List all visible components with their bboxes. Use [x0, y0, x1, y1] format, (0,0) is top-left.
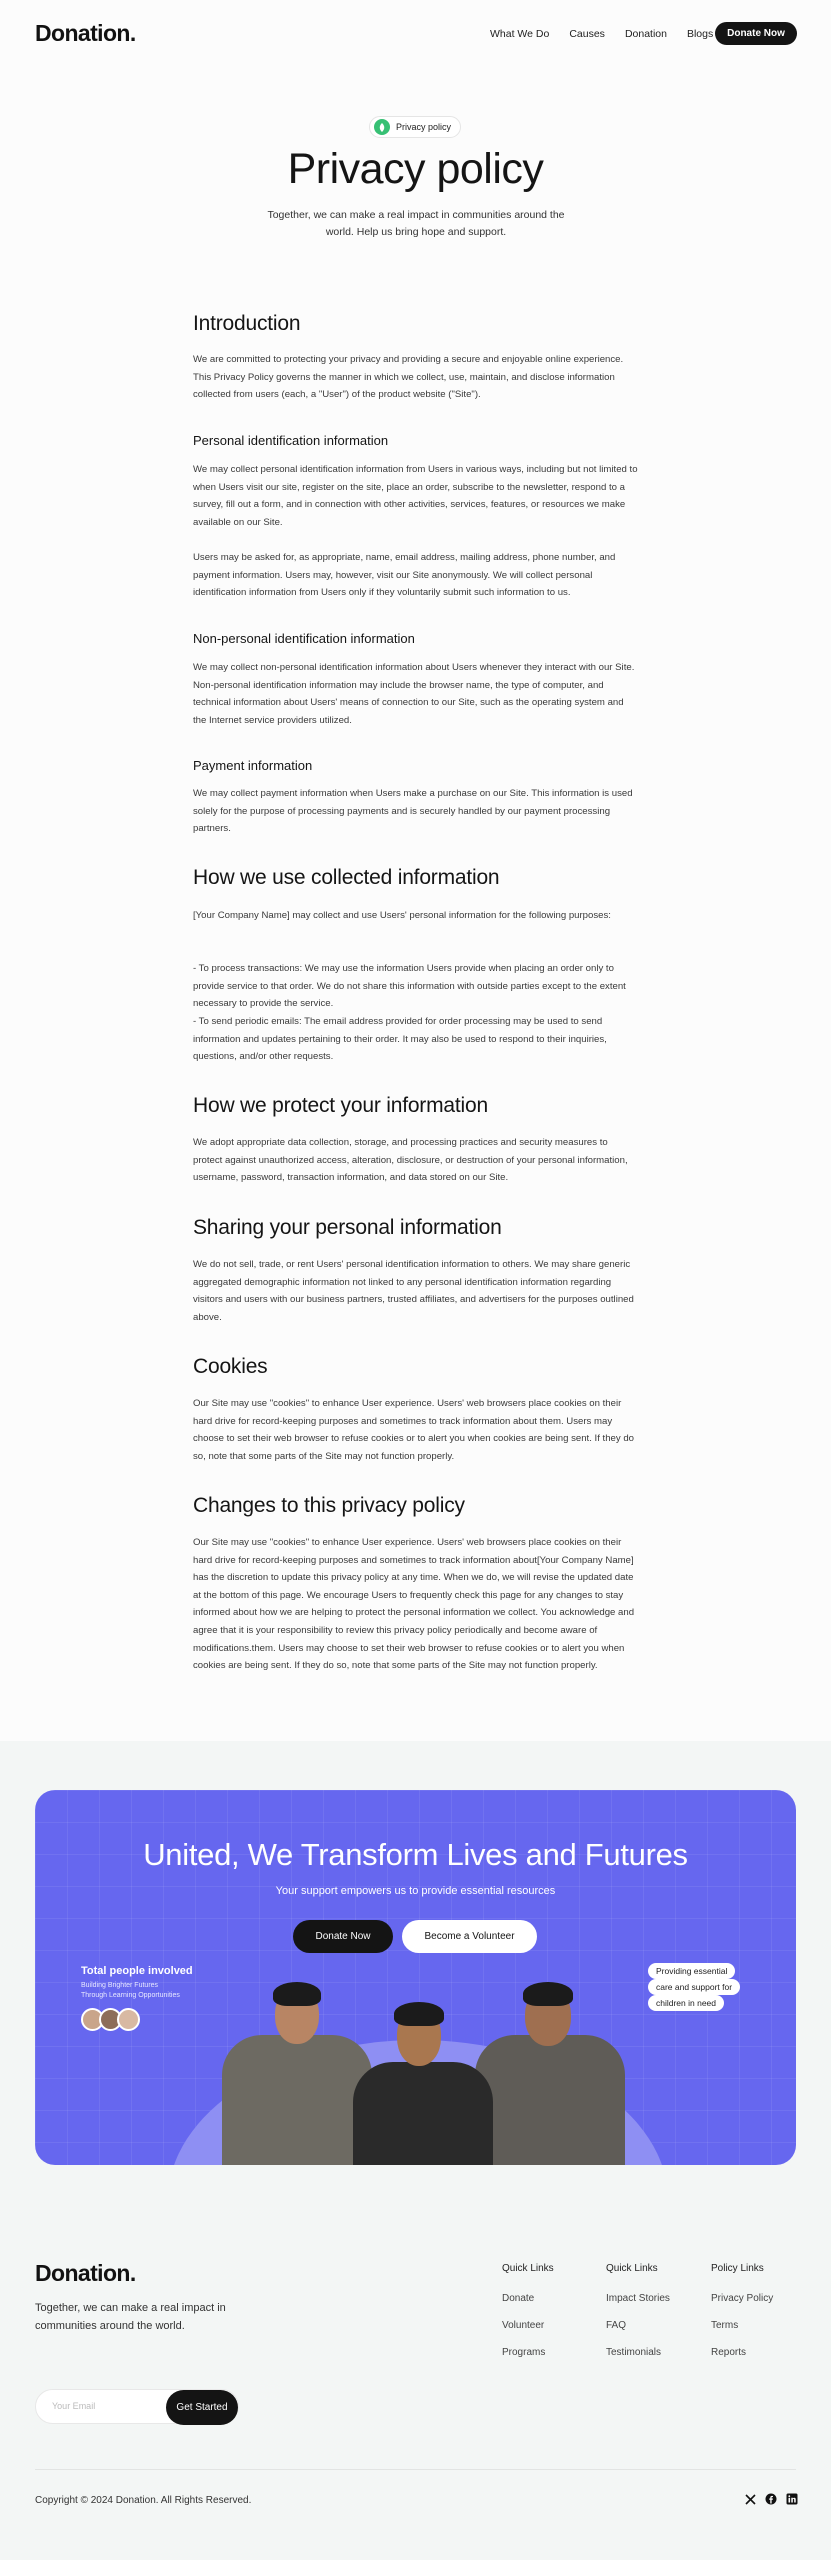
paragraph-cookies: Our Site may use "cookies" to enhance User experience. Users' web browsers place cookies on their hard drive for record-keeping purposes and sometimes to track information about them. Users may choose to set their web browser to refuse cookies or to alert you when cookies are being sent. If they do so, note that some parts of the Site may not function properly.: [193, 1398, 635, 1462]
paragraph-use: [Your Company Name] may collect and use Users' personal information for the following purposes:: [193, 910, 611, 921]
avatar-group: [81, 2008, 135, 2031]
nav-link-what-we-do[interactable]: What We Do: [490, 28, 550, 40]
bullet-periodic-emails: - To send periodic emails: The email address provided for order processing may be used to send information and updates pertaining to their order. It may also be used to respond to their inquiries, questions, and/or other requests.: [193, 1016, 607, 1063]
paragraph-protect: We adopt appropriate data collection, storage, and processing practices and security measures to protect against unauthorized access, alteration, disclosure, or destruction of your personal information, username, password, transaction information, and data stored on our Site.: [193, 1137, 628, 1184]
paragraph-payment: We may collect payment information when Users make a purchase on our Site. This information is used solely for the purpose of processing payments and is securely handled by our payment processing partners.: [193, 788, 633, 835]
involved-subtitle-2: Through Learning Opportunities: [81, 1992, 180, 1999]
paragraph-personal-info-1: We may collect personal identification information from Users in various ways, including but not limited to when Users visit our site, register on the site, place an order, subscribe to the newsletter, respond to a survey, fill out a form, and in connection with other activities, services, features, or resources we make available on our Site.: [193, 464, 638, 528]
section-heading-sharing: Sharing your personal information: [193, 1216, 502, 1239]
section-heading-cookies: Cookies: [193, 1355, 268, 1378]
caption-tag-2: care and support for: [648, 1979, 740, 1995]
footer-column-title: Quick Links: [502, 2263, 554, 2274]
section-heading-use: How we use collected information: [193, 866, 500, 889]
people-involved-stat: [81, 1965, 193, 2001]
logo[interactable]: Donation.: [35, 20, 136, 46]
section-heading-personal-info: Personal identification information: [193, 433, 389, 448]
section-heading-non-personal-info: Non-personal identification information: [193, 631, 415, 646]
copyright: Copyright © 2024 Donation. All Rights Reserved.: [35, 2495, 252, 2506]
section-heading-protect: How we protect your information: [193, 1094, 488, 1117]
email-input[interactable]: [52, 2401, 172, 2411]
cta-banner: [35, 1790, 796, 2165]
footer-column-1: [502, 2263, 554, 2358]
involved-title: Total people involved: [81, 1965, 193, 1977]
leaf-icon: [374, 119, 390, 135]
nav-link-blogs[interactable]: Blogs: [686, 28, 714, 40]
become-volunteer-button[interactable]: Become a Volunteer: [402, 1920, 537, 1953]
footer-link-testimonials[interactable]: Testimonials: [606, 2347, 662, 2358]
cta-donate-button[interactable]: Donate Now: [293, 1920, 393, 1953]
footer-divider: [35, 2469, 796, 2470]
nav-link-donation[interactable]: Donation: [624, 28, 667, 40]
footer-link-reports[interactable]: Reports: [711, 2347, 747, 2358]
cta-title: United, We Transform Lives and Futures: [143, 1837, 688, 1872]
footer-tagline: Together, we can make a real impact in communities around the world.: [35, 2302, 226, 2332]
x-icon[interactable]: [743, 2492, 757, 2506]
footer-link-faq[interactable]: FAQ: [606, 2320, 627, 2331]
badge-label: Privacy policy: [396, 122, 452, 132]
paragraph-sharing: We do not sell, trade, or rent Users' personal identification information to others. We may share generic aggregated demographic information not linked to any personal identification information regarding visitors and users with our business partners, trusted affiliates, and advertisers for the purposes outlined above.: [193, 1259, 634, 1323]
footer-link-volunteer[interactable]: Volunteer: [502, 2320, 545, 2331]
footer-column-title: Quick Links: [606, 2263, 658, 2274]
nav-link-causes[interactable]: Causes: [569, 28, 605, 40]
section-heading-introduction: Introduction: [193, 312, 301, 335]
avatar: [117, 2008, 140, 2031]
footer-column-title: Policy Links: [711, 2263, 764, 2274]
paragraph-personal-info-2: Users may be asked for, as appropriate, name, email address, mailing address, phone number, and payment information. Users may, however, visit our Site anonymously. We will collect personal identification information from Users only if they voluntarily submit such information to us.: [193, 552, 616, 599]
footer-link-privacy-policy[interactable]: Privacy Policy: [711, 2293, 774, 2304]
linkedin-icon[interactable]: [785, 2492, 799, 2506]
paragraph-introduction: We are committed to protecting your privacy and providing a secure and enjoyable online experience. This Privacy Policy governs the manner in which we collect, use, maintain, and disclose information collected from users (each, a "User") of the product website ("Site").: [193, 354, 624, 401]
get-started-button[interactable]: Get Started: [166, 2390, 238, 2425]
paragraph-non-personal-info: We may collect non-personal identification information about Users whenever they interact with our Site. Non-personal identification information may include the browser name, the type of computer, and technical information about Users' means of connection to our Site, such as the operating system and the Internet service providers utilized.: [193, 662, 635, 726]
nav-links: [490, 28, 733, 40]
footer-logo[interactable]: Donation.: [35, 2260, 136, 2286]
section-heading-changes: Changes to this privacy policy: [193, 1494, 465, 1517]
facebook-icon[interactable]: [764, 2492, 778, 2506]
footer-column-2: [606, 2263, 670, 2358]
caption-tag-1: Providing essential: [648, 1963, 735, 1979]
bullet-process-transactions: - To process transactions: We may use the information Users provide when placing an order only to provide service to that order. We do not share this information with outside parties except to the extent necessary to provide the service.: [193, 963, 626, 1010]
caption-tag-3: children in need: [648, 1995, 724, 2011]
paragraph-changes: Our Site may use "cookies" to enhance User experience. Users' web browsers place cookies on their hard drive for record-keeping purposes and sometimes to track information about[Your Company Name] has the discretion to update this privacy policy at any time. When we do, we will revise the updated date at the bottom of this page. We encourage Users to frequently check this page for any changes to stay informed about how we are helping to protect the personal information we collect. You acknowledge and agree that it is your responsibility to review this privacy policy periodically and become aware of modifications.them. Users may choose to set their web browser to refuse cookies or to alert you when cookies are being sent. If they do so, note that some parts of the Site may not function properly.: [193, 1537, 635, 1672]
involved-subtitle-1: Building Brighter Futures: [81, 1982, 159, 1989]
footer-column-3: [711, 2263, 774, 2358]
social-links: [743, 2492, 799, 2506]
footer-link-impact-stories[interactable]: Impact Stories: [606, 2293, 670, 2304]
page-subtitle: Together, we can make a real impact in communities around the world. Help us bring hope and support.: [267, 209, 565, 238]
section-heading-payment: Payment information: [193, 758, 313, 773]
footer-link-donate[interactable]: Donate: [502, 2293, 535, 2304]
page-title: Privacy policy: [287, 145, 544, 193]
footer-link-programs[interactable]: Programs: [502, 2347, 546, 2358]
nav-donate-button[interactable]: Donate Now: [715, 22, 797, 45]
footer-link-terms[interactable]: Terms: [711, 2320, 739, 2331]
top-navigation: [0, 0, 831, 66]
privacy-badge: [369, 116, 461, 138]
newsletter-form: [35, 2389, 239, 2424]
cta-subtitle: Your support empowers us to provide essential resources: [275, 1885, 556, 1897]
